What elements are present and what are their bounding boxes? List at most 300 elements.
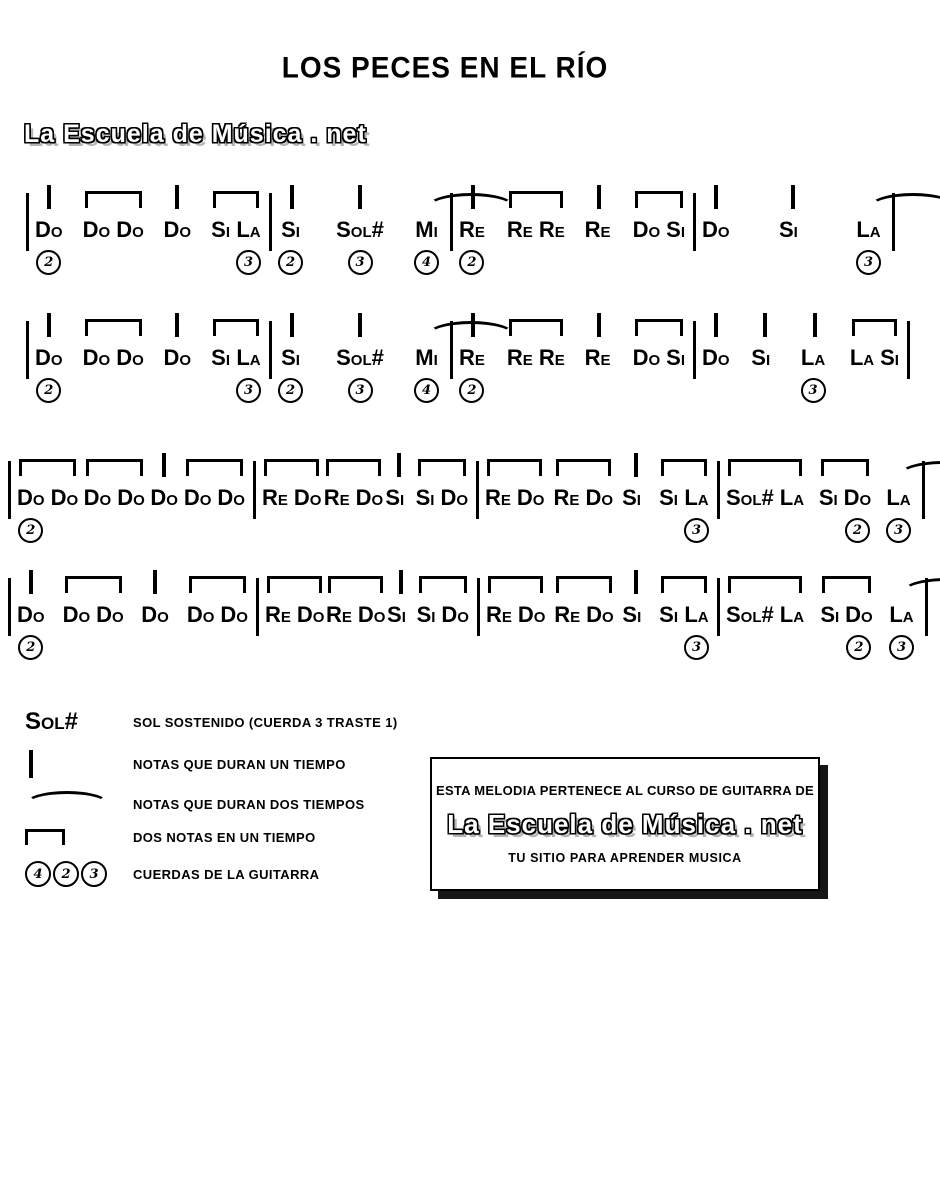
measure bbox=[29, 183, 269, 278]
notes-row bbox=[336, 217, 384, 278]
string-number-circle: 2 bbox=[846, 635, 871, 660]
note-group bbox=[416, 451, 468, 546]
note-group bbox=[726, 451, 804, 546]
legend-row bbox=[25, 750, 398, 778]
notes-row bbox=[324, 485, 383, 546]
note-group bbox=[324, 451, 383, 546]
note-label: Si bbox=[281, 217, 300, 242]
note-label: Do bbox=[632, 217, 661, 242]
bracket-mark bbox=[509, 191, 563, 208]
string-circle-slot bbox=[348, 378, 373, 406]
legend-label: DOS NOTAS EN UN TIEMPO bbox=[133, 829, 316, 845]
string-number-circle: 3 bbox=[856, 250, 881, 275]
note-label: Re bbox=[538, 345, 565, 370]
note-cell bbox=[83, 217, 111, 278]
notes-row bbox=[751, 345, 779, 406]
string-number-circle: 4 bbox=[414, 250, 439, 275]
note-cell bbox=[507, 217, 533, 278]
note-cell bbox=[889, 602, 914, 663]
note-group bbox=[633, 311, 685, 406]
tick-mark bbox=[634, 453, 638, 477]
note-label: Do bbox=[585, 485, 613, 510]
note-cell bbox=[217, 485, 245, 546]
string-number-circle: 3 bbox=[684, 635, 709, 660]
note-group bbox=[459, 311, 487, 406]
notes-row bbox=[585, 345, 613, 406]
sharp-note-symbol: Sol# bbox=[25, 708, 78, 735]
notes-row bbox=[265, 602, 324, 663]
note-group bbox=[819, 451, 871, 546]
note-label: Si bbox=[281, 345, 300, 370]
barline bbox=[907, 321, 910, 379]
string-circle-slot bbox=[278, 250, 303, 278]
tick-mark bbox=[634, 570, 638, 594]
note-label: Si bbox=[779, 217, 798, 242]
note-label: Si bbox=[385, 485, 405, 510]
string-number-circle: 3 bbox=[348, 250, 373, 275]
bracket-mark bbox=[419, 576, 467, 593]
note-label: Sol# bbox=[726, 602, 774, 627]
note-label: La bbox=[779, 602, 805, 627]
note-label: Si bbox=[211, 345, 230, 370]
string-circle-slot bbox=[348, 250, 373, 278]
note-label: Re bbox=[486, 602, 512, 627]
bracket-mark bbox=[728, 576, 802, 593]
note-group bbox=[779, 183, 807, 278]
note-label: La bbox=[886, 485, 911, 510]
note-cell bbox=[336, 217, 384, 278]
two-notes-bracket-symbol bbox=[25, 829, 65, 845]
note-label: La bbox=[800, 345, 826, 370]
notes-row bbox=[779, 217, 807, 278]
note-label: Do bbox=[116, 345, 144, 370]
note-cell bbox=[116, 217, 144, 278]
string-circle-slot bbox=[886, 518, 911, 546]
note-label: Do bbox=[50, 485, 79, 510]
note-group bbox=[414, 311, 442, 406]
note-label: La bbox=[684, 602, 709, 627]
notes-row bbox=[819, 485, 871, 546]
note-label: Do bbox=[17, 602, 45, 627]
notes-row bbox=[187, 602, 248, 663]
note-label: Do bbox=[357, 602, 386, 627]
note-cell bbox=[51, 485, 79, 546]
measure bbox=[720, 568, 925, 663]
note-cell bbox=[184, 485, 212, 546]
note-label: Sol# bbox=[726, 485, 774, 510]
note-label: Do bbox=[17, 485, 45, 510]
note-cell bbox=[780, 485, 804, 546]
note-group bbox=[35, 311, 63, 406]
measure bbox=[256, 451, 476, 546]
tick-mark bbox=[290, 185, 294, 209]
note-group bbox=[485, 451, 544, 546]
bracket-mark bbox=[418, 459, 466, 476]
note-label: Sol# bbox=[336, 217, 384, 242]
note-label: La bbox=[236, 345, 261, 370]
note-cell bbox=[262, 485, 288, 546]
bracket-mark bbox=[728, 459, 802, 476]
note-group bbox=[726, 568, 804, 663]
string-number-circle: 3 bbox=[236, 378, 261, 403]
notes-row bbox=[83, 217, 144, 278]
string-circle-slot bbox=[236, 250, 261, 278]
note-cell bbox=[702, 217, 730, 278]
score-line bbox=[8, 568, 928, 663]
note-cell bbox=[459, 345, 485, 406]
note-label: Si bbox=[666, 217, 685, 242]
note-cell bbox=[211, 345, 230, 406]
bracket-mark bbox=[556, 576, 611, 593]
string-number-circle: 2 bbox=[845, 518, 870, 543]
note-group bbox=[820, 568, 872, 663]
note-group bbox=[856, 183, 884, 278]
bracket-mark bbox=[509, 319, 563, 336]
note-cell bbox=[17, 485, 45, 546]
note-cell bbox=[517, 485, 545, 546]
note-label: Si bbox=[387, 602, 406, 627]
bracket-mark bbox=[86, 459, 143, 476]
legend-row bbox=[25, 829, 398, 845]
tick-mark bbox=[175, 185, 179, 209]
notes-row bbox=[659, 485, 709, 546]
note-label: Si bbox=[880, 345, 899, 370]
notes-row bbox=[278, 345, 306, 406]
note-cell bbox=[684, 602, 709, 663]
note-cell bbox=[507, 345, 533, 406]
note-label: Do bbox=[116, 217, 144, 242]
note-label: La bbox=[889, 602, 914, 627]
note-label: Re bbox=[506, 217, 533, 242]
note-group bbox=[83, 183, 144, 278]
note-label: Do bbox=[35, 345, 63, 370]
note-label: Do bbox=[293, 485, 322, 510]
note-cell bbox=[779, 217, 798, 278]
note-label: Re bbox=[326, 602, 352, 627]
notes-row bbox=[801, 345, 829, 406]
note-cell bbox=[84, 485, 112, 546]
note-label: Si bbox=[820, 602, 840, 627]
string-number-circle: 2 bbox=[36, 250, 61, 275]
note-cell bbox=[820, 602, 839, 663]
note-cell bbox=[35, 217, 63, 278]
note-cell bbox=[163, 217, 191, 278]
score-line bbox=[26, 311, 910, 406]
note-label: Do bbox=[82, 345, 111, 370]
note-group bbox=[17, 568, 45, 663]
legend bbox=[25, 708, 398, 887]
string-circle-slot bbox=[414, 250, 439, 278]
note-cell bbox=[35, 345, 63, 406]
legend-symbol-bracket bbox=[25, 829, 133, 845]
note-cell bbox=[539, 345, 565, 406]
measure bbox=[696, 183, 892, 278]
measure bbox=[259, 568, 477, 663]
note-label: Re bbox=[554, 602, 581, 627]
bracket-mark bbox=[65, 576, 122, 593]
notes-row bbox=[63, 602, 124, 663]
note-cell bbox=[336, 345, 384, 406]
bracket-mark bbox=[556, 459, 611, 476]
tick-mark bbox=[763, 313, 767, 337]
bracket-mark bbox=[661, 576, 707, 593]
string-number-circle: 4 bbox=[414, 378, 439, 403]
tick-mark bbox=[47, 313, 51, 337]
note-label: Re bbox=[538, 217, 565, 242]
string-circle-slot bbox=[236, 378, 261, 406]
legend-symbol-sharp bbox=[25, 708, 133, 736]
string-number-circle: 3 bbox=[236, 250, 261, 275]
note-cell bbox=[633, 217, 661, 278]
bracket-mark bbox=[487, 459, 542, 476]
note-label: Do bbox=[702, 345, 730, 370]
notes-row bbox=[702, 345, 730, 406]
bracket-mark bbox=[186, 459, 243, 476]
note-group bbox=[633, 183, 685, 278]
bracket-mark bbox=[635, 319, 683, 336]
notes-row bbox=[278, 217, 306, 278]
note-label: Si bbox=[622, 602, 642, 627]
note-cell bbox=[417, 602, 436, 663]
note-label: Do bbox=[355, 485, 384, 510]
string-circle-slot bbox=[278, 378, 303, 406]
notes-row bbox=[163, 217, 191, 278]
note-group bbox=[702, 183, 730, 278]
note-group bbox=[585, 311, 613, 406]
note-cell bbox=[585, 345, 611, 406]
legend-row bbox=[25, 708, 398, 736]
tick-mark bbox=[29, 570, 33, 594]
note-label: Do bbox=[82, 217, 111, 242]
string-number-circle: 3 bbox=[81, 861, 107, 887]
note-label: Si bbox=[622, 485, 641, 510]
string-number-circle: 3 bbox=[801, 378, 826, 403]
note-group bbox=[265, 568, 324, 663]
string-circle-slot bbox=[18, 635, 43, 663]
note-cell bbox=[666, 345, 685, 406]
notes-row bbox=[886, 485, 914, 546]
note-group bbox=[702, 311, 730, 406]
notes-row bbox=[507, 217, 565, 278]
two-beat-arc-symbol bbox=[25, 791, 109, 817]
note-cell bbox=[819, 485, 838, 546]
note-cell bbox=[554, 602, 580, 663]
tick-mark bbox=[162, 453, 166, 477]
note-cell bbox=[659, 602, 678, 663]
tick-mark bbox=[153, 570, 157, 594]
notes-row bbox=[856, 217, 884, 278]
note-cell bbox=[63, 602, 91, 663]
note-label: Re bbox=[584, 345, 611, 370]
tick-mark bbox=[175, 313, 179, 337]
measure bbox=[720, 451, 922, 546]
note-cell bbox=[622, 602, 641, 663]
note-label: Do bbox=[845, 602, 873, 627]
string-number-circle: 2 bbox=[18, 635, 43, 660]
note-label: La bbox=[236, 217, 261, 242]
string-number-circle: 3 bbox=[889, 635, 914, 660]
notes-row bbox=[84, 485, 145, 546]
note-cell bbox=[358, 602, 386, 663]
legend-label: SOL SOSTENIDO (CUERDA 3 TRASTE 1) bbox=[133, 714, 398, 730]
notes-row bbox=[507, 345, 565, 406]
note-group bbox=[554, 568, 613, 663]
note-cell bbox=[586, 602, 614, 663]
notes-row bbox=[820, 602, 872, 663]
legend-symbol-tick bbox=[25, 750, 133, 778]
string-circle-slot bbox=[459, 250, 484, 278]
note-group bbox=[141, 568, 169, 663]
note-cell bbox=[150, 485, 178, 546]
note-label: Re bbox=[506, 345, 533, 370]
notes-row bbox=[211, 345, 261, 406]
bracket-mark bbox=[264, 459, 319, 476]
tick-mark bbox=[813, 313, 817, 337]
legend-label: CUERDAS DE LA GUITARRA bbox=[133, 866, 320, 882]
string-number-circle: 3 bbox=[684, 518, 709, 543]
notes-row bbox=[726, 485, 804, 546]
site-logo: La Escuela de Música . net bbox=[24, 120, 367, 148]
note-group bbox=[622, 568, 650, 663]
note-label: Re bbox=[553, 485, 580, 510]
note-label: Do bbox=[440, 485, 468, 510]
notes-row bbox=[459, 345, 487, 406]
bracket-mark bbox=[852, 319, 897, 336]
legend-label: NOTAS QUE DURAN DOS TIEMPOS bbox=[133, 796, 365, 812]
note-cell bbox=[441, 602, 469, 663]
notes-row bbox=[385, 485, 413, 546]
note-label: Sol# bbox=[336, 345, 384, 370]
note-cell bbox=[163, 345, 191, 406]
note-label: La bbox=[849, 345, 875, 370]
note-group bbox=[150, 451, 178, 546]
legend-row bbox=[25, 861, 398, 887]
notes-row bbox=[889, 602, 917, 663]
note-label: Do bbox=[296, 602, 325, 627]
note-cell bbox=[844, 485, 872, 546]
note-label: Si bbox=[659, 485, 678, 510]
note-group bbox=[886, 451, 914, 546]
measure bbox=[479, 451, 717, 546]
note-group bbox=[507, 183, 565, 278]
notes-row bbox=[633, 217, 685, 278]
note-cell bbox=[83, 345, 111, 406]
note-label: Do bbox=[843, 485, 872, 510]
notes-row bbox=[850, 345, 899, 406]
note-label: Do bbox=[141, 602, 169, 627]
credit-box bbox=[430, 757, 820, 891]
string-circle-slot bbox=[414, 378, 439, 406]
note-cell bbox=[385, 485, 404, 546]
string-number-circle: 2 bbox=[53, 861, 79, 887]
note-group bbox=[336, 311, 384, 406]
bracket-mark bbox=[821, 459, 869, 476]
note-label: Do bbox=[62, 602, 91, 627]
note-label: Do bbox=[96, 602, 124, 627]
string-circle-slot bbox=[856, 250, 881, 278]
note-label: Re bbox=[459, 217, 485, 242]
note-cell bbox=[326, 602, 352, 663]
note-label: Do bbox=[163, 217, 192, 242]
notes-row bbox=[622, 485, 650, 546]
note-group bbox=[751, 311, 779, 406]
note-group bbox=[417, 568, 469, 663]
note-cell bbox=[414, 217, 439, 278]
note-label: La bbox=[856, 217, 881, 242]
note-cell bbox=[702, 345, 730, 406]
note-cell bbox=[96, 602, 124, 663]
note-label: Re bbox=[265, 602, 291, 627]
measure bbox=[272, 183, 450, 278]
page-title: LOS PECES EN EL RÍO bbox=[281, 51, 609, 84]
notes-row bbox=[35, 345, 63, 406]
note-label: Do bbox=[516, 485, 545, 510]
note-cell bbox=[297, 602, 325, 663]
notes-row bbox=[83, 345, 144, 406]
notes-row bbox=[554, 485, 613, 546]
note-label: Do bbox=[117, 485, 145, 510]
bracket-mark bbox=[213, 319, 259, 336]
note-cell bbox=[486, 602, 512, 663]
note-group bbox=[326, 568, 385, 663]
notes-row bbox=[585, 217, 613, 278]
note-cell bbox=[850, 345, 874, 406]
measure bbox=[11, 451, 253, 546]
string-circle-slot bbox=[459, 378, 484, 406]
notes-row bbox=[35, 217, 63, 278]
note-cell bbox=[726, 485, 774, 546]
note-cell bbox=[485, 485, 511, 546]
notes-row bbox=[336, 345, 384, 406]
measure bbox=[272, 311, 450, 406]
notes-row bbox=[486, 602, 545, 663]
bracket-mark bbox=[189, 576, 246, 593]
tick-mark bbox=[597, 313, 601, 337]
note-cell bbox=[726, 602, 774, 663]
note-cell bbox=[539, 217, 565, 278]
note-group bbox=[211, 311, 261, 406]
note-cell bbox=[236, 345, 261, 406]
note-cell bbox=[278, 217, 303, 278]
note-cell bbox=[324, 485, 350, 546]
bracket-mark bbox=[661, 459, 707, 476]
tick-mark bbox=[597, 185, 601, 209]
note-group bbox=[554, 451, 613, 546]
notes-row bbox=[150, 485, 178, 546]
legend-row bbox=[25, 791, 398, 817]
string-number-circle: 3 bbox=[886, 518, 911, 543]
note-group bbox=[801, 311, 829, 406]
notes-row bbox=[417, 602, 469, 663]
one-beat-tick-symbol bbox=[29, 750, 33, 778]
note-cell bbox=[211, 217, 230, 278]
notes-row bbox=[17, 602, 45, 663]
tick-mark bbox=[714, 185, 718, 209]
string-circle-slot bbox=[801, 378, 826, 406]
bracket-mark bbox=[19, 459, 76, 476]
tick-mark bbox=[47, 185, 51, 209]
bracket-mark bbox=[328, 576, 383, 593]
bracket-mark bbox=[213, 191, 259, 208]
note-cell bbox=[294, 485, 322, 546]
string-number-circle: 2 bbox=[278, 378, 303, 403]
string-number-circle: 3 bbox=[348, 378, 373, 403]
note-cell bbox=[518, 602, 546, 663]
notes-row bbox=[485, 485, 544, 546]
string-number-circle: 2 bbox=[278, 250, 303, 275]
note-cell bbox=[751, 345, 770, 406]
measure bbox=[11, 568, 256, 663]
